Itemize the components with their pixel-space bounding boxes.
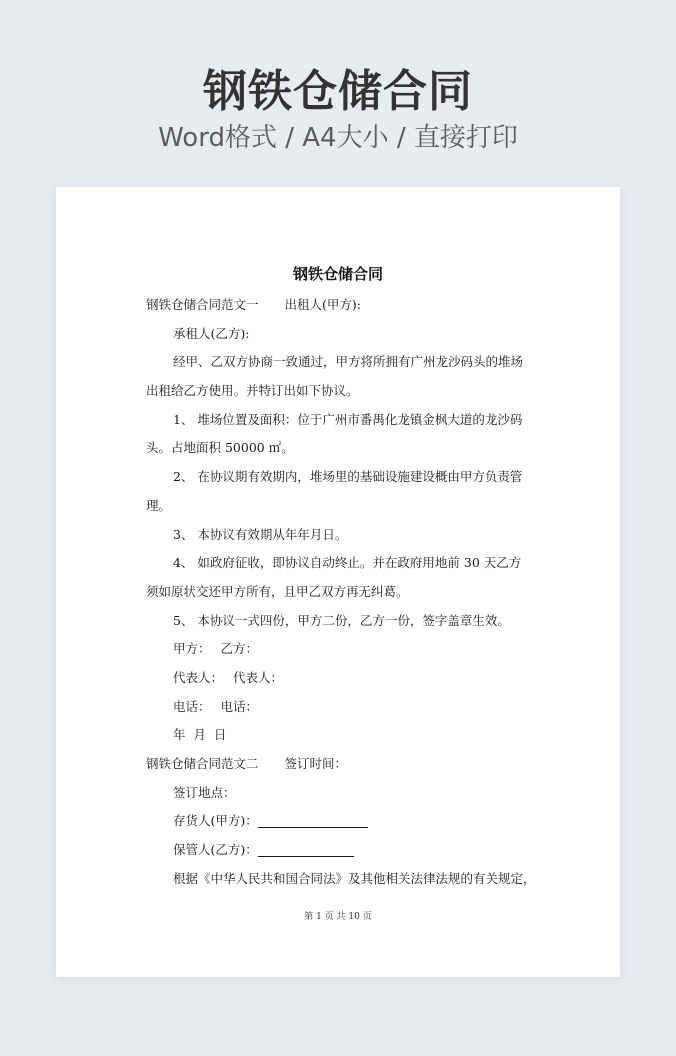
banner-subtitle: Word格式 / A4大小 / 直接打印 xyxy=(158,123,518,153)
doc-text: 钢铁仓储合同范文二 xyxy=(146,756,259,771)
blank-underline xyxy=(258,813,368,828)
document-page xyxy=(56,187,620,977)
doc-text: 签订时间： xyxy=(284,756,348,771)
doc-line: 签订地点： xyxy=(173,784,236,800)
doc-line: 理。 xyxy=(146,497,172,513)
doc-line xyxy=(146,807,536,836)
doc-line: 年 月 日 xyxy=(173,727,227,743)
banner-title: 钢铁仓储合同 xyxy=(203,66,473,117)
doc-line xyxy=(146,635,536,664)
doc-line xyxy=(146,291,536,320)
doc-line: 头。占地面积 50000 ㎡。 xyxy=(146,440,294,456)
doc-text: 电话： xyxy=(173,698,211,714)
doc-line: 经甲、乙双方协商一致通过，甲方将所拥有广州龙沙码头的堆场 xyxy=(173,354,524,370)
doc-text: 保管人(乙方)： xyxy=(173,842,258,858)
doc-line: 出租给乙方使用。并特订出如下协议。 xyxy=(146,383,359,399)
doc-line: 须如原状交还甲方所有，且甲乙双方再无纠葛。 xyxy=(146,583,409,599)
doc-line xyxy=(146,836,536,865)
doc-line xyxy=(146,664,536,693)
doc-line xyxy=(146,693,536,722)
doc-line xyxy=(146,750,536,779)
doc-text: 钢铁仓储合同范文一 xyxy=(146,297,259,312)
doc-line: 承租人(乙方): xyxy=(173,325,250,341)
doc-text: 存货人(甲方)： xyxy=(173,813,258,829)
doc-line: 1、 堆场位置及面积：位于广州市番禺化龙镇金枫大道的龙沙码 xyxy=(173,411,523,427)
blank-underline xyxy=(258,842,354,857)
doc-text: 乙方： xyxy=(220,641,259,657)
doc-text: 甲方： xyxy=(173,641,211,657)
doc-line: 4、 如政府征收，即协议自动终止。并在政府用地前 30 天乙方 xyxy=(173,555,522,571)
doc-line: 3、 本协议有效期从年年月日。 xyxy=(173,526,348,542)
page-footer: 第 1 页 共 10 页 xyxy=(304,912,372,922)
doc-text: 电话： xyxy=(220,698,259,714)
doc-text: 代表人： xyxy=(173,669,224,685)
doc-line: 根据《中华人民共和国合同法》及其他相关法律法规的有关规定， xyxy=(173,870,536,886)
document-body xyxy=(146,291,536,893)
doc-text: 代表人： xyxy=(233,669,284,685)
doc-text: 出租人(甲方): xyxy=(284,297,361,312)
document-title: 钢铁仓储合同 xyxy=(292,265,383,283)
doc-line: 2、 在协议期有效期内，堆场里的基础设施建设概由甲方负责管 xyxy=(173,469,523,485)
doc-line: 5、 本协议一式四份，甲方二份，乙方一份，签字盖章生效。 xyxy=(173,612,510,628)
